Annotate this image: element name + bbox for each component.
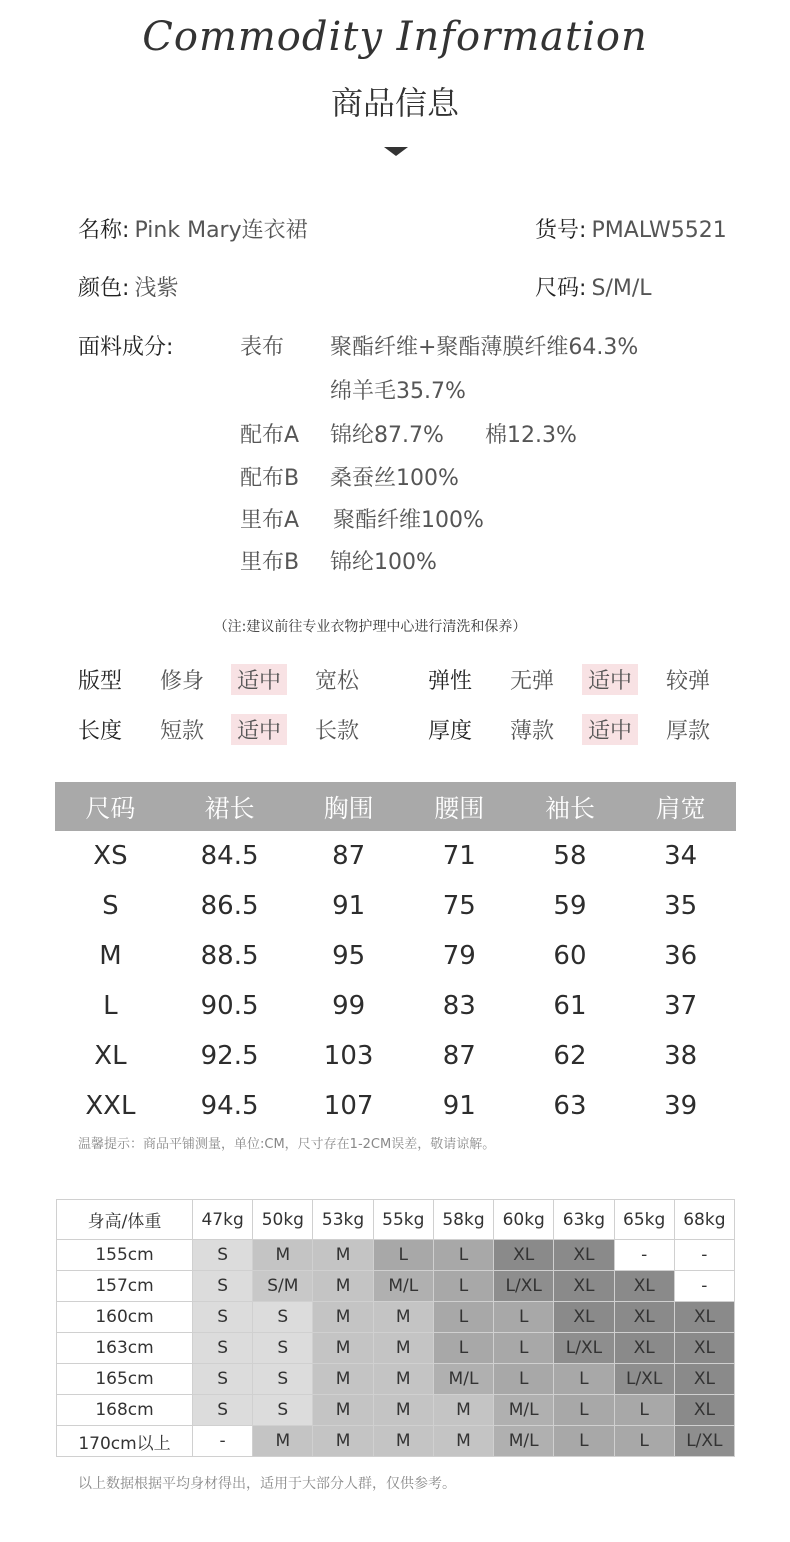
name-label: 名称: <box>78 218 130 243</box>
chevron-down-icon <box>384 147 408 156</box>
recommendation-cell: - <box>674 1240 734 1271</box>
size-chart-size: XL <box>94 1041 127 1071</box>
attr-option: 长款 <box>315 719 360 744</box>
size-chart-cell: 61 <box>553 991 587 1021</box>
recommendation-cell: M <box>253 1426 313 1457</box>
recommendation-cell: L <box>494 1302 554 1333</box>
sku-row <box>535 213 727 244</box>
recommendation-weight-header: 50kg <box>253 1200 313 1240</box>
recommendation-cell: S <box>193 1302 253 1333</box>
size-chart-cell: 35 <box>664 891 698 921</box>
recommendation-cell: M/L <box>433 1364 493 1395</box>
attr-option: 厚款 <box>666 719 711 744</box>
size-chart-cell: 38 <box>664 1041 698 1071</box>
size-chart-cell: 103 <box>323 1041 374 1071</box>
recommendation-cell: L/XL <box>614 1364 674 1395</box>
recommendation-cell: M <box>373 1333 433 1364</box>
sku-value: PMALW5521 <box>591 218 727 243</box>
size-chart-row <box>55 831 736 881</box>
size-recommendation-table <box>56 1199 735 1457</box>
size-chart-cell: 37 <box>664 991 698 1021</box>
color-label: 颜色: <box>78 276 130 301</box>
recommendation-cell: L/XL <box>674 1426 734 1457</box>
recommendation-weight-header: 68kg <box>674 1200 734 1240</box>
recommendation-cell: M <box>433 1426 493 1457</box>
attr-option-selected: 适中 <box>231 664 287 695</box>
recommendation-weight-header: 65kg <box>614 1200 674 1240</box>
attr-option: 无弹 <box>510 669 555 694</box>
size-chart-cell: 92.5 <box>200 1041 259 1071</box>
recommendation-weight-header: 47kg <box>193 1200 253 1240</box>
recommendation-weight-header: 63kg <box>554 1200 614 1240</box>
size-row <box>535 271 652 302</box>
recommendation-cell: S <box>253 1395 313 1426</box>
recommendation-row <box>57 1426 735 1457</box>
care-note: （注:建议前往专业衣物护理中心进行清洗和保养） <box>213 619 527 635</box>
recommendation-height: 155cm <box>57 1240 193 1271</box>
recommendation-cell: L <box>614 1395 674 1426</box>
size-chart-cell: 58 <box>553 841 587 871</box>
fabric-part: 表布 <box>240 335 285 360</box>
recommendation-cell: XL <box>614 1333 674 1364</box>
size-value: S/M/L <box>591 276 652 301</box>
measurement-tip: 温馨提示：商品平铺测量，单位:CM，尺寸存在1-2CM误差，敬请谅解。 <box>78 1137 496 1152</box>
size-chart-cell: 107 <box>323 1091 374 1121</box>
recommendation-cell: XL <box>674 1395 734 1426</box>
recommendation-cell: XL <box>614 1302 674 1333</box>
recommendation-cell: L/XL <box>554 1333 614 1364</box>
recommendation-corner: 身高/体重 <box>57 1200 193 1240</box>
size-chart-cell: 59 <box>553 891 587 921</box>
size-chart-size: XS <box>93 841 128 871</box>
recommendation-cell: L <box>433 1271 493 1302</box>
size-chart-row <box>55 881 736 931</box>
recommendation-row <box>57 1333 735 1364</box>
recommendation-row <box>57 1364 735 1395</box>
size-chart-header: 裙长 <box>166 782 293 831</box>
recommendation-cell: M <box>313 1240 373 1271</box>
fabric-composition: 锦纶87.7% <box>330 423 444 448</box>
recommendation-row <box>57 1271 735 1302</box>
size-chart-table <box>55 782 736 1131</box>
recommendation-cell: M <box>433 1395 493 1426</box>
title-en: Commodity Information <box>142 14 648 60</box>
attr-option-selected: 适中 <box>231 714 287 745</box>
size-chart-cell: 75 <box>442 891 476 921</box>
size-chart-header: 袖长 <box>515 782 626 831</box>
recommendation-cell: M <box>313 1302 373 1333</box>
recommendation-height: 160cm <box>57 1302 193 1333</box>
size-chart-row <box>55 931 736 981</box>
size-chart-header: 尺码 <box>55 782 166 831</box>
size-chart-size: S <box>102 891 119 921</box>
fabric-part: 配布B <box>240 466 300 491</box>
attr-option: 短款 <box>160 719 205 744</box>
recommendation-height: 168cm <box>57 1395 193 1426</box>
recommendation-cell: M <box>313 1333 373 1364</box>
name-value: Pink Mary连衣裙 <box>134 218 308 243</box>
attr-label-fit: 版型 <box>78 669 123 694</box>
recommendation-height: 170cm以上 <box>57 1426 193 1457</box>
recommendation-cell: M <box>373 1302 433 1333</box>
size-chart-size: M <box>99 941 122 971</box>
fabric-part: 里布B <box>240 550 300 575</box>
size-chart-cell: 34 <box>664 841 698 871</box>
fabric-part: 里布A <box>240 508 300 533</box>
fabric-composition: 锦纶100% <box>330 550 437 575</box>
recommendation-cell: S <box>253 1364 313 1395</box>
recommendation-cell: XL <box>674 1302 734 1333</box>
size-chart-cell: 87 <box>332 841 366 871</box>
recommendation-cell: L <box>494 1364 554 1395</box>
product-name-row <box>78 213 308 244</box>
size-chart-cell: 87 <box>442 1041 476 1071</box>
recommendation-cell: L <box>433 1302 493 1333</box>
size-chart-cell: 90.5 <box>200 991 259 1021</box>
size-chart-cell: 79 <box>442 941 476 971</box>
recommendation-cell: - <box>193 1426 253 1457</box>
recommendation-cell: XL <box>674 1364 734 1395</box>
color-value: 浅紫 <box>134 276 179 301</box>
size-chart-header-row <box>55 782 736 831</box>
recommendation-weight-header: 55kg <box>373 1200 433 1240</box>
recommendation-cell: M <box>313 1271 373 1302</box>
recommendation-cell: L <box>373 1240 433 1271</box>
recommendation-cell: S <box>193 1364 253 1395</box>
recommendation-cell: S <box>193 1333 253 1364</box>
attr-label-elastic: 弹性 <box>428 669 473 694</box>
recommendation-cell: M <box>373 1395 433 1426</box>
fabric-composition: 棉12.3% <box>485 423 577 448</box>
recommendation-cell: - <box>674 1271 734 1302</box>
recommendation-cell: S <box>253 1302 313 1333</box>
size-chart-cell: 95 <box>332 941 366 971</box>
size-chart-cell: 99 <box>332 991 366 1021</box>
recommendation-cell: L <box>554 1395 614 1426</box>
recommendation-cell: XL <box>674 1333 734 1364</box>
size-chart-cell: 36 <box>664 941 698 971</box>
fabric-composition: 聚酯纤维100% <box>333 508 484 533</box>
title-cn: 商品信息 <box>330 84 459 122</box>
size-chart-header: 腰围 <box>404 782 515 831</box>
size-chart-cell: 91 <box>442 1091 476 1121</box>
recommendation-cell: S <box>253 1333 313 1364</box>
attr-label-length: 长度 <box>78 719 123 744</box>
size-chart-cell: 62 <box>553 1041 587 1071</box>
fabric-part: 配布A <box>240 423 300 448</box>
fabric-composition: 绵羊毛35.7% <box>330 379 466 404</box>
size-chart-cell: 83 <box>442 991 476 1021</box>
sku-label: 货号: <box>535 218 587 243</box>
size-chart-row <box>55 981 736 1031</box>
recommendation-cell: M/L <box>373 1271 433 1302</box>
recommendation-cell: L <box>614 1426 674 1457</box>
attr-option-selected: 适中 <box>582 664 638 695</box>
size-chart-size: L <box>103 991 118 1021</box>
recommendation-cell: M <box>373 1426 433 1457</box>
recommendation-cell: M/L <box>494 1395 554 1426</box>
recommendation-cell: M <box>373 1364 433 1395</box>
recommendation-row <box>57 1302 735 1333</box>
recommendation-cell: L <box>433 1333 493 1364</box>
recommendation-cell: M <box>313 1426 373 1457</box>
recommendation-row <box>57 1395 735 1426</box>
recommendation-row <box>57 1240 735 1271</box>
recommendation-weight-header: 60kg <box>494 1200 554 1240</box>
attr-option: 修身 <box>160 669 205 694</box>
recommendation-cell: M <box>253 1240 313 1271</box>
attr-option: 宽松 <box>315 669 360 694</box>
recommendation-cell: XL <box>554 1271 614 1302</box>
recommendation-cell: S <box>193 1395 253 1426</box>
size-chart-cell: 94.5 <box>200 1091 259 1121</box>
recommendation-cell: M/L <box>494 1426 554 1457</box>
color-row <box>78 271 179 302</box>
recommendation-cell: S <box>193 1271 253 1302</box>
recommendation-height: 165cm <box>57 1364 193 1395</box>
size-chart-header: 肩宽 <box>625 782 736 831</box>
recommendation-cell: M <box>313 1395 373 1426</box>
recommendation-cell: L <box>433 1240 493 1271</box>
recommendation-cell: L <box>554 1364 614 1395</box>
fabric-composition: 聚酯纤维+聚酯薄膜纤维64.3% <box>330 335 639 360</box>
recommendation-cell: XL <box>614 1271 674 1302</box>
attr-label-thickness: 厚度 <box>428 719 473 744</box>
size-chart-cell: 86.5 <box>200 891 259 921</box>
size-chart-cell: 84.5 <box>200 841 259 871</box>
size-chart-cell: 88.5 <box>200 941 259 971</box>
attr-option-selected: 适中 <box>582 714 638 745</box>
size-chart-cell: 39 <box>664 1091 698 1121</box>
recommendation-header-row <box>57 1200 735 1240</box>
recommendation-cell: L/XL <box>494 1271 554 1302</box>
size-chart-cell: 60 <box>553 941 587 971</box>
recommendation-cell: XL <box>554 1302 614 1333</box>
size-chart-row <box>55 1031 736 1081</box>
recommendation-height: 157cm <box>57 1271 193 1302</box>
size-chart-size: XXL <box>85 1091 136 1121</box>
size-chart-cell: 71 <box>442 841 476 871</box>
recommendation-height: 163cm <box>57 1333 193 1364</box>
size-chart-cell: 91 <box>332 891 366 921</box>
attr-option: 较弹 <box>666 669 711 694</box>
size-chart-row <box>55 1081 736 1131</box>
recommendation-cell: M <box>313 1364 373 1395</box>
size-chart-header: 胸围 <box>293 782 404 831</box>
recommendation-cell: XL <box>554 1240 614 1271</box>
recommendation-footnote: 以上数据根据平均身材得出，适用于大部分人群，仅供参考。 <box>78 1476 456 1492</box>
recommendation-cell: L <box>554 1426 614 1457</box>
recommendation-weight-header: 58kg <box>433 1200 493 1240</box>
fabric-composition: 桑蚕丝100% <box>330 466 459 491</box>
size-label: 尺码: <box>535 276 587 301</box>
recommendation-weight-header: 53kg <box>313 1200 373 1240</box>
fabric-label: 面料成分: <box>78 335 174 360</box>
recommendation-cell: XL <box>494 1240 554 1271</box>
size-chart-cell: 63 <box>553 1091 587 1121</box>
recommendation-cell: L <box>494 1333 554 1364</box>
recommendation-cell: - <box>614 1240 674 1271</box>
recommendation-cell: S/M <box>253 1271 313 1302</box>
attr-option: 薄款 <box>510 719 555 744</box>
recommendation-cell: S <box>193 1240 253 1271</box>
